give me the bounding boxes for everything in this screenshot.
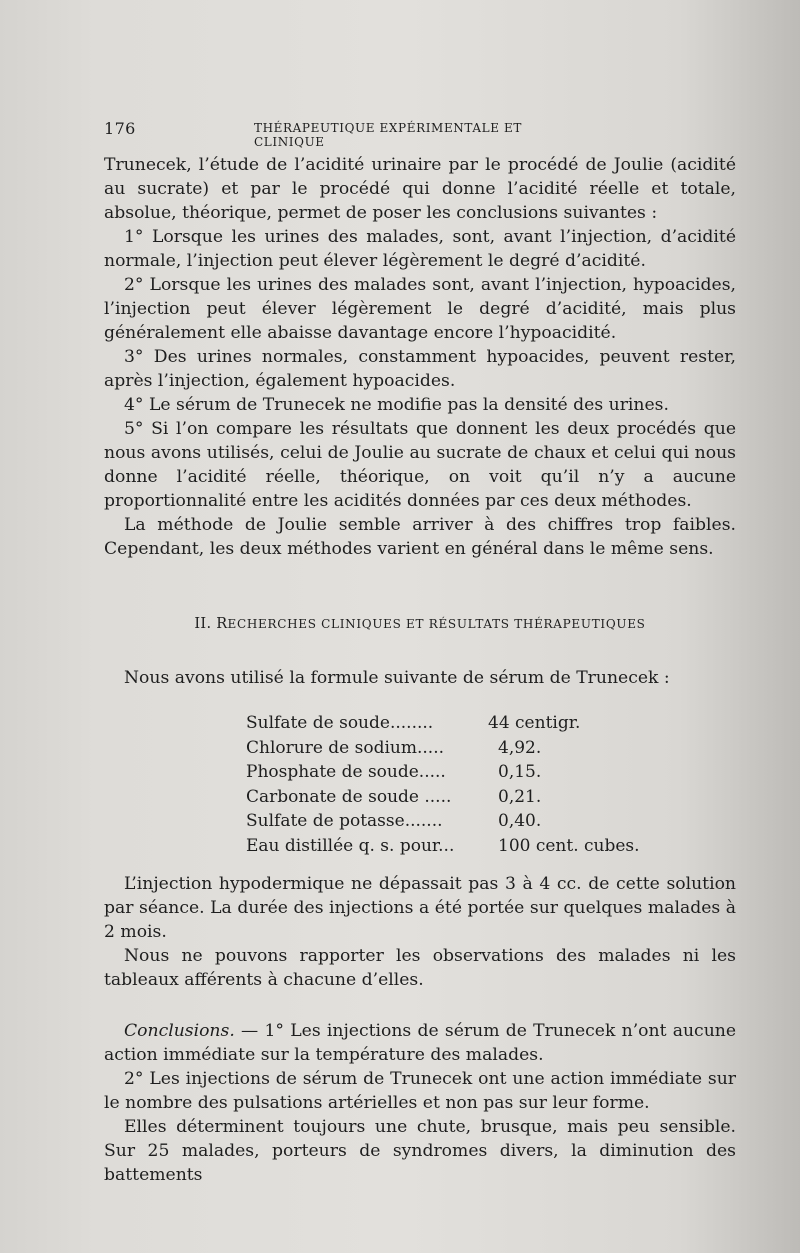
page-number: 176 bbox=[104, 119, 136, 138]
running-title: THÉRAPEUTIQUE EXPÉRIMENTALE ET CLINIQUE bbox=[254, 121, 522, 149]
ingredient-name: Phosphate de soude..... bbox=[246, 762, 446, 782]
after-formula-text bbox=[104, 872, 736, 992]
paragraph: 4° Le sérum de Trunecek ne modifie pas la densité des urines. bbox=[124, 395, 669, 415]
ingredient-name: Carbonate de soude ..... bbox=[246, 786, 452, 807]
conclusions-label: Conclusions. bbox=[124, 1021, 235, 1041]
ingredient-name: Sulfate de soude........ bbox=[246, 713, 434, 733]
formula-table bbox=[246, 711, 640, 858]
paragraph: 1° Lorsque les urines des malades, sont, avant l’injection, d’acidité normale, l’injection peut élever légèrement le degré d’acidité. bbox=[104, 227, 736, 271]
formula-intro-block bbox=[104, 666, 736, 690]
ingredient-name: Chlorure de sodium..... bbox=[246, 737, 445, 758]
ingredient-quantity: 44 centigr. bbox=[488, 713, 581, 733]
conclusions-first: — 1° Les injections de sérum de Trunecek n’ont aucune action immédiate sur la température des malades. bbox=[104, 1021, 736, 1065]
intro-text bbox=[104, 153, 736, 561]
formula-intro: Nous avons utilisé la formule suivante de sérum de Trunecek : bbox=[124, 668, 670, 688]
formula-row bbox=[246, 711, 640, 736]
paragraph: Elles déterminent toujours une chute, brusque, mais peu sensible. Sur 25 malades, porteurs de syndromes divers, la diminution des battements bbox=[104, 1117, 736, 1185]
section-title-rest: ECHERCHES CLINIQUES ET RÉSULTATS THÉRAPEUTIQUES bbox=[227, 617, 646, 631]
paragraph: 2° Les injections de sérum de Trunecek ont une action immédiate sur le nombre des pulsations artérielles et non pas sur leur forme. bbox=[104, 1069, 736, 1113]
paragraph: 3° Des urines normales, constamment hypoacides, peuvent rester, après l’injection, également hypoacides. bbox=[104, 347, 736, 391]
paragraph: 5° Si l’on compare les résultats que donnent les deux procédés que nous avons utilisés, celui de Joulie au sucrate de chaux et celui qui nous donne l’acidité réelle, théorique, on voit qu’il n’y a aucune proportionnalité entre les acidités données par ces deux méthodes. bbox=[104, 419, 736, 511]
formula-row bbox=[246, 834, 640, 859]
ingredient-quantity: 0,15. bbox=[498, 762, 542, 782]
section-heading bbox=[104, 616, 736, 632]
ingredient-name: Eau distillée q. s. pour... bbox=[246, 835, 455, 856]
formula-row bbox=[246, 809, 640, 834]
paragraph: 2° Lorsque les urines des malades sont, avant l’injection, hypoacides, l’injection peut élever légèrement le degré d’acidité, mais plus généralement elle abaisse davantage encore l’hypoacidité. bbox=[104, 275, 736, 343]
paragraph: Trunecek, l’étude de l’acidité urinaire par le procédé de Joulie (acidité au sucrate) et par le procédé qui donne l’acidité réelle et totale, absolue, théorique, permet de poser les conclusions suivantes : bbox=[104, 155, 736, 223]
formula-row bbox=[246, 785, 640, 810]
ingredient-quantity: 4,92. bbox=[498, 737, 542, 758]
ingredient-quantity: 0,40. bbox=[498, 811, 542, 831]
section-title-initial: R bbox=[216, 616, 228, 632]
section-numeral: II. bbox=[194, 616, 212, 632]
ingredient-name: Sulfate de potasse....... bbox=[246, 811, 443, 831]
ingredient-quantity: 100 cent. cubes. bbox=[498, 835, 640, 856]
ingredient-quantity: 0,21. bbox=[498, 786, 542, 807]
paragraph: Nous ne pouvons rapporter les observations des malades ni les tableaux afférents à chacune d’elles. bbox=[104, 946, 736, 990]
formula-row bbox=[246, 736, 640, 761]
formula-row bbox=[246, 760, 640, 785]
paragraph bbox=[104, 1019, 736, 1067]
paragraph: L’injection hypodermique ne dépassait pas 3 à 4 cc. de cette solution par séance. La durée des injections a été portée sur quelques malades à 2 mois. bbox=[104, 874, 736, 942]
paragraph: La méthode de Joulie semble arriver à des chiffres trop faibles. Cependant, les deux méthodes varient en général dans le même sens. bbox=[104, 515, 736, 559]
conclusions-text bbox=[104, 1019, 736, 1187]
